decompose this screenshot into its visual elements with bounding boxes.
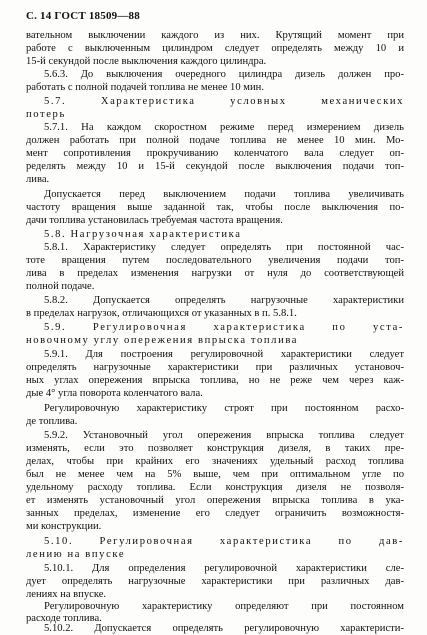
text-line: в пределах нагрузок, отличающихся от указанных в п. 5.8.1. bbox=[26, 308, 297, 319]
section-heading: 5.7. Характеристика условных механических bbox=[44, 96, 404, 107]
text-line: 5.7.1. На каждом скоростном режиме перед измерением дизель bbox=[44, 122, 404, 133]
text-line: занных пределах, изменение его следует ограничить возможностя- bbox=[26, 508, 404, 519]
text-line: Регулировочную характеристику определяют при постоянном bbox=[44, 601, 404, 612]
text-line: был не менее чем на 5% выше, чем при оптимальном угле по bbox=[26, 469, 404, 480]
text-line: 5.9.1. Для построения регулировочной характеристики следует bbox=[44, 349, 404, 360]
text-line: определять нагрузочные характеристики при различных установоч- bbox=[26, 362, 404, 373]
text-line: делах, чтобы при крайних его значениях удельный расход топлива bbox=[26, 456, 404, 467]
text-line: работе с выключенным цилиндром следует определять между 10 и bbox=[26, 43, 404, 54]
text-line: дачи топлива установилась требуемая частота вращения. bbox=[26, 215, 283, 226]
text-line: вательном выключении каждого из них. Крутящий момент при bbox=[26, 30, 404, 41]
text-line: 5.10.2. Допускается определять регулировочную характеристи- bbox=[44, 623, 404, 634]
text-line: тоте вращения путем последовательного увеличения подачи топ- bbox=[26, 255, 404, 266]
text-line: ных углах опережения впрыска топлива, но не реже чем через каж- bbox=[26, 375, 404, 386]
text-line: мент сопротивления прокручиванию коленчатого вала следует оп- bbox=[26, 148, 404, 159]
text-line: должен работать при полной подаче топлива не менее 10 мин. Мо- bbox=[26, 135, 404, 146]
section-heading: 5.9. Регулировочная характеристика по уста- bbox=[44, 322, 404, 333]
text-line: 15-й секундой после выключения каждого цилиндра. bbox=[26, 56, 267, 67]
text-line: 5.8.1. Характеристику следует определять при постоянной час- bbox=[44, 242, 404, 253]
text-line: Допускается перед выключением подачи топлива увеличивать bbox=[44, 189, 404, 200]
text-line: 5.10.1. Для определения регулировочной характеристики сле- bbox=[44, 563, 404, 574]
text-line: 5.8.2. Допускается определять нагрузочные характеристики bbox=[44, 295, 404, 306]
text-line: дует определять нагрузочные характеристики при различных дав- bbox=[26, 576, 404, 587]
text-line: Регулировочную характеристику строят при постоянном расхо- bbox=[44, 403, 404, 414]
text-line: 5.9.2. Установочный угол опережения впрыска топлива следует bbox=[44, 430, 404, 441]
text-line: ределять между 10 и 15-й секундой после выключения подачи топ- bbox=[26, 161, 404, 172]
section-heading: новочному углу опережения впрыска топлива bbox=[26, 335, 299, 346]
page-header: С. 14 ГОСТ 18509—88 bbox=[26, 10, 140, 22]
text-line: работать с полной подачей топлива не менее 10 мин. bbox=[26, 82, 264, 93]
text-line: изменять, если это позволяет конструкция дизеля, в таких пре- bbox=[26, 443, 404, 454]
text-line: де топлива. bbox=[26, 416, 78, 427]
text-line: лива. bbox=[26, 174, 50, 185]
section-heading: 5.8. Нагрузочная характеристика bbox=[44, 229, 242, 240]
text-line: 5.6.3. До выключения очередного цилиндра дизель должен про- bbox=[44, 69, 404, 80]
text-line: полной подаче. bbox=[26, 281, 95, 292]
section-heading: 5.10. Регулировочная характеристика по дав- bbox=[44, 536, 404, 547]
text-line: удельному расходу топлива. Если конструкция дизеля не позволя- bbox=[26, 482, 404, 493]
text-line: частоту вращения выше заданной так, чтобы после выключения по- bbox=[26, 202, 404, 213]
section-heading: лению на впуске bbox=[26, 549, 126, 560]
text-line: лива в пределах изменения нагрузки от нуля до соответствующей bbox=[26, 268, 404, 279]
text-line: расходе топлива. bbox=[26, 613, 102, 624]
text-line: ет изменять установочный угол опережения впрыска топлива в ука- bbox=[26, 495, 404, 506]
section-heading: потерь bbox=[26, 109, 66, 120]
text-line: ми конструкции. bbox=[26, 521, 102, 532]
text-line: дые 4° угла поворота коленчатого вала. bbox=[26, 388, 203, 399]
text-line: лениях на впуске. bbox=[26, 589, 107, 600]
